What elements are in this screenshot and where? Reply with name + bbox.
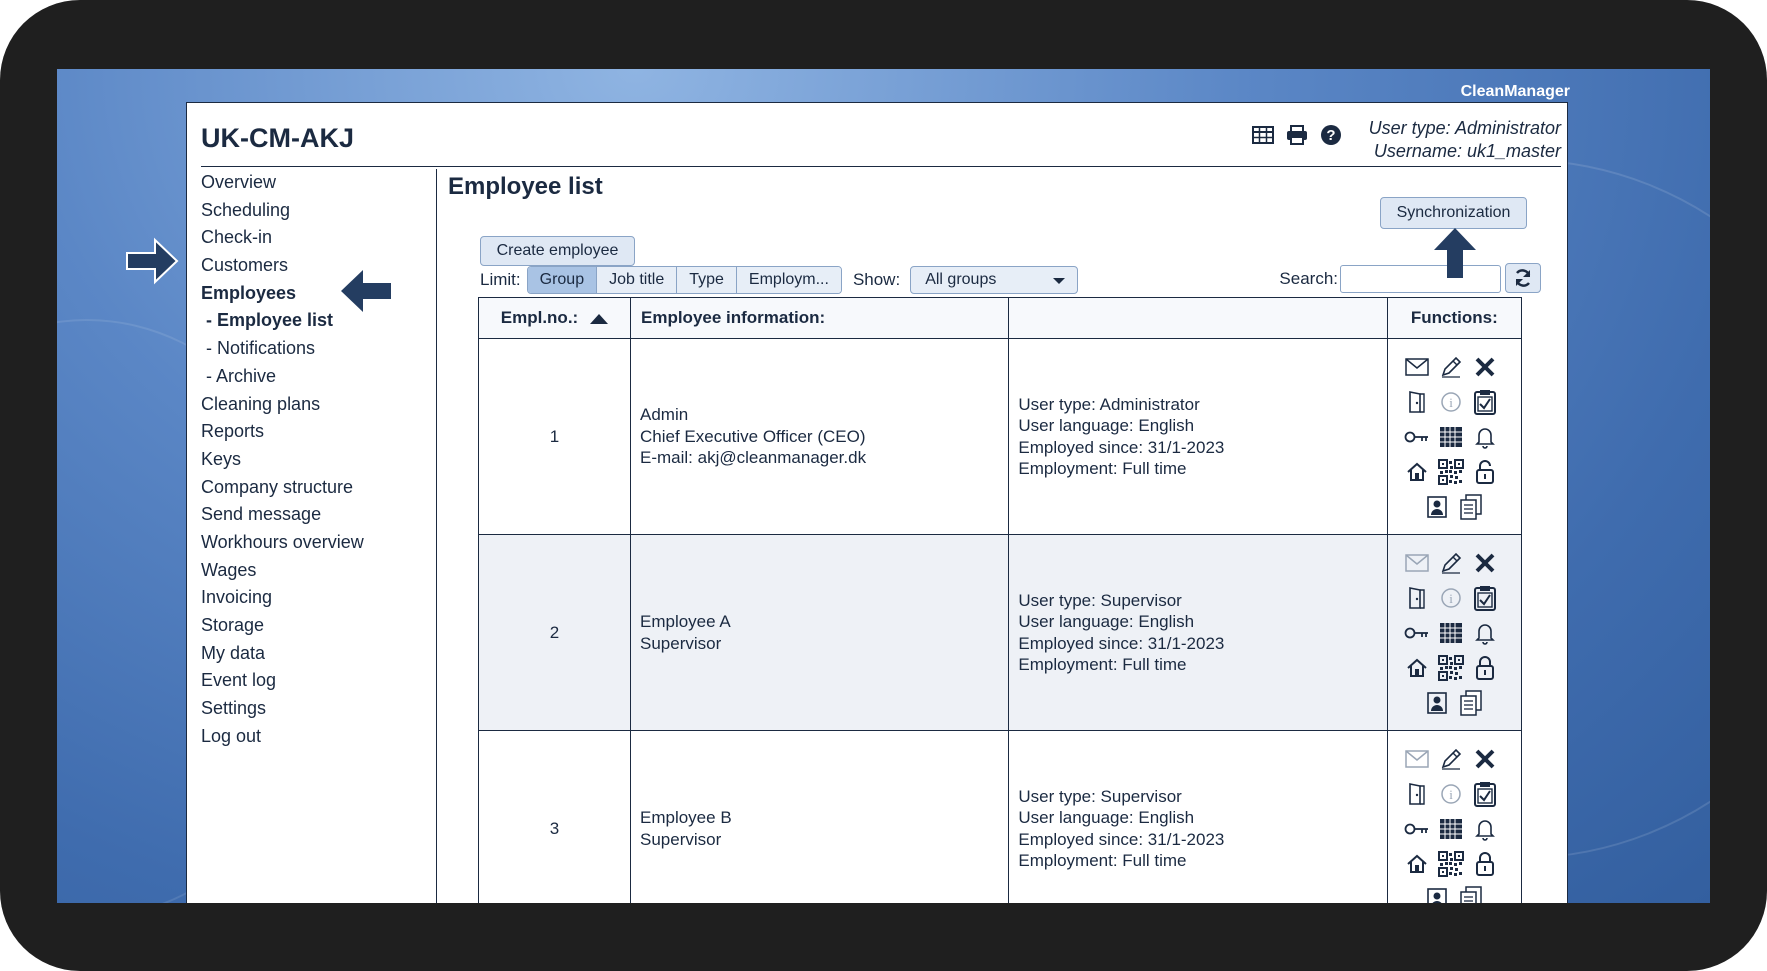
key-icon[interactable] — [1403, 422, 1431, 451]
sidebar-nav — [201, 169, 437, 903]
column-header-employee-info: Employee information: — [631, 298, 1009, 339]
employee-number: 3 — [549, 818, 560, 838]
info-icon[interactable] — [1437, 583, 1465, 612]
refresh-icon — [1513, 268, 1533, 288]
sidebar-item-check-in[interactable]: Check-in — [201, 227, 273, 248]
employee-info-cell — [631, 731, 1009, 904]
info-icon[interactable] — [1437, 387, 1465, 416]
door-icon[interactable] — [1403, 583, 1431, 612]
app-header — [201, 103, 1561, 167]
employee-user-type: User type: Supervisor — [1018, 786, 1182, 806]
employee-name: Employee A — [640, 612, 731, 631]
limit-option-employment[interactable]: Employm... — [737, 267, 841, 293]
employee-number-cell — [479, 339, 631, 535]
employee-name: Admin — [640, 405, 689, 425]
employee-functions-cell — [1387, 339, 1521, 535]
synchronization-button[interactable]: Synchronization — [1380, 197, 1527, 229]
column-header-blank — [1009, 298, 1387, 339]
limit-segmented-control — [527, 266, 842, 294]
employee-since: Employed since: 31/1-2023 — [1018, 633, 1225, 653]
employee-user-type: User type: Supervisor — [1018, 590, 1182, 610]
home-icon[interactable] — [1403, 849, 1431, 878]
column-header-functions: Functions: — [1387, 298, 1521, 339]
sidebar-item-employee-list[interactable]: - Employee list — [206, 310, 334, 331]
header-icons — [1251, 123, 1343, 147]
svg-text:?: ? — [1326, 127, 1336, 144]
employee-table — [478, 297, 1522, 903]
help-icon[interactable] — [1319, 123, 1343, 147]
limit-option-type[interactable]: Type — [677, 267, 737, 293]
desktop-screen — [57, 69, 1710, 903]
lock-icon[interactable] — [1471, 849, 1499, 878]
search-label: Search: — [1279, 269, 1338, 288]
employee-language: User language: English — [1018, 416, 1195, 435]
sidebar-item-workhours-overview[interactable]: Workhours overview — [201, 531, 364, 552]
brand-label: CleanManager — [1460, 83, 1570, 100]
sidebar-item-cleaning-plans[interactable]: Cleaning plans — [201, 393, 321, 414]
show-select-value: All groups — [925, 271, 997, 288]
contact-card-icon[interactable] — [1423, 884, 1451, 903]
sidebar-item-my-data[interactable]: My data — [201, 642, 266, 663]
clipboard-check-icon[interactable] — [1471, 387, 1499, 416]
employee-info-cell — [631, 535, 1009, 731]
home-icon[interactable] — [1403, 457, 1431, 486]
sidebar-item-overview[interactable]: Overview — [201, 172, 277, 192]
delete-icon[interactable] — [1471, 548, 1499, 577]
contact-card-icon[interactable] — [1423, 688, 1451, 717]
table-header-row — [479, 298, 1522, 339]
sidebar-item-log-out[interactable]: Log out — [201, 725, 262, 746]
sidebar-item-keys[interactable]: Keys — [201, 448, 242, 469]
clipboard-check-icon[interactable] — [1471, 583, 1499, 612]
sidebar-item-notifications[interactable]: - Notifications — [206, 338, 316, 359]
sidebar-item-wages[interactable]: Wages — [201, 559, 257, 580]
sort-ascending-icon — [590, 314, 608, 324]
calendar-icon[interactable] — [1437, 618, 1465, 647]
table-row — [479, 339, 1522, 535]
employee-employment: Employment: Full time — [1018, 851, 1187, 870]
column-header-empl-no[interactable]: Empl.no.: — [479, 298, 631, 339]
edit-icon[interactable] — [1437, 548, 1465, 577]
employee-number-cell — [479, 535, 631, 731]
mail-icon[interactable] — [1403, 548, 1431, 577]
chevron-down-icon — [1053, 278, 1065, 284]
page-title: Employee list — [448, 173, 603, 200]
show-label: Show: — [852, 270, 901, 289]
bell-icon[interactable] — [1471, 814, 1499, 843]
filter-row — [480, 265, 1078, 295]
table-row — [479, 535, 1522, 731]
refresh-button[interactable] — [1505, 263, 1541, 293]
svg-text:i: i — [1449, 394, 1454, 410]
employee-since: Employed since: 31/1-2023 — [1018, 829, 1225, 849]
employee-email: E-mail: akj@cleanmanager.dk — [640, 448, 867, 468]
lock-icon[interactable] — [1471, 653, 1499, 682]
contact-card-icon[interactable] — [1423, 492, 1451, 521]
home-icon[interactable] — [1403, 653, 1431, 682]
qr-code-icon[interactable] — [1437, 849, 1465, 878]
delete-icon[interactable] — [1471, 352, 1499, 381]
synchronization-pointer-arrow — [1431, 226, 1479, 280]
edit-icon[interactable] — [1437, 744, 1465, 773]
employee-number: 1 — [549, 426, 560, 446]
create-employee-button[interactable]: Create employee — [480, 236, 635, 266]
employee-job-title: Supervisor — [640, 829, 722, 849]
app-window — [186, 102, 1568, 903]
employee-functions-cell — [1387, 535, 1521, 731]
employee-details-cell — [1009, 339, 1387, 535]
show-select[interactable] — [910, 266, 1078, 294]
employee-number: 2 — [549, 622, 560, 642]
table-icon[interactable] — [1251, 123, 1275, 147]
svg-text:i: i — [1449, 590, 1454, 606]
print-icon[interactable] — [1285, 123, 1309, 147]
employee-language: User language: English — [1018, 808, 1195, 827]
documents-icon[interactable] — [1457, 688, 1485, 717]
user-info — [1369, 117, 1561, 163]
sidebar-item-storage[interactable]: Storage — [201, 615, 265, 635]
username-text: Username: uk1_master — [1373, 141, 1561, 161]
door-icon[interactable] — [1403, 779, 1431, 808]
sidebar-item-archive[interactable]: - Archive — [206, 365, 277, 386]
employee-list-pointer-arrow — [339, 267, 393, 315]
limit-option-group[interactable]: Group — [528, 267, 597, 293]
employee-name: Employee B — [640, 808, 732, 827]
employee-details-cell — [1009, 731, 1387, 904]
employee-language: User language: English — [1018, 612, 1195, 631]
info-icon[interactable] — [1437, 779, 1465, 808]
bell-icon[interactable] — [1471, 618, 1499, 647]
sidebar-item-company-structure[interactable]: Company structure — [201, 476, 354, 497]
employee-details-cell — [1009, 535, 1387, 731]
user-type-text: User type: Administrator — [1368, 118, 1561, 138]
documents-icon[interactable] — [1457, 492, 1485, 521]
calendar-icon[interactable] — [1437, 814, 1465, 843]
employee-info-cell — [631, 339, 1009, 535]
employee-since: Employed since: 31/1-2023 — [1018, 437, 1225, 457]
limit-option-job-title[interactable]: Job title — [597, 267, 677, 293]
door-icon[interactable] — [1403, 387, 1431, 416]
employee-number-cell — [479, 731, 631, 904]
sidebar-item-event-log[interactable]: Event log — [201, 670, 277, 691]
mail-icon[interactable] — [1403, 352, 1431, 381]
sidebar-item-send-message[interactable]: Send message — [201, 504, 322, 525]
unlock-icon[interactable] — [1471, 457, 1499, 486]
sidebar-item-invoicing[interactable]: Invoicing — [201, 587, 273, 608]
employee-employment: Employment: Full time — [1018, 459, 1187, 478]
bell-icon[interactable] — [1471, 422, 1499, 451]
site-title: UK-CM-AKJ — [201, 123, 354, 153]
main-content — [439, 169, 1567, 903]
documents-icon[interactable] — [1457, 884, 1485, 903]
key-icon[interactable] — [1403, 618, 1431, 647]
key-icon[interactable] — [1403, 814, 1431, 843]
employee-job-title: Chief Executive Officer (CEO) — [640, 426, 866, 446]
sidebar-item-scheduling[interactable]: Scheduling — [201, 199, 291, 220]
qr-code-icon[interactable] — [1437, 457, 1465, 486]
employee-job-title: Supervisor — [640, 633, 722, 653]
sidebar-item-customers[interactable]: Customers — [201, 255, 289, 276]
employees-pointer-arrow — [125, 237, 179, 285]
edit-icon[interactable] — [1437, 352, 1465, 381]
sidebar-item-settings[interactable]: Settings — [201, 698, 267, 719]
employee-functions-cell — [1387, 731, 1521, 904]
table-row — [479, 731, 1522, 904]
limit-label: Limit: — [480, 270, 521, 289]
sidebar-item-employees[interactable]: Employees — [201, 282, 297, 303]
calendar-icon[interactable] — [1437, 422, 1465, 451]
qr-code-icon[interactable] — [1437, 653, 1465, 682]
clipboard-check-icon[interactable] — [1471, 779, 1499, 808]
sidebar-item-reports[interactable]: Reports — [201, 421, 265, 442]
svg-text:i: i — [1449, 786, 1454, 802]
delete-icon[interactable] — [1471, 744, 1499, 773]
mail-icon[interactable] — [1403, 744, 1431, 773]
employee-employment: Employment: Full time — [1018, 655, 1187, 674]
employee-user-type: User type: Administrator — [1018, 394, 1200, 414]
